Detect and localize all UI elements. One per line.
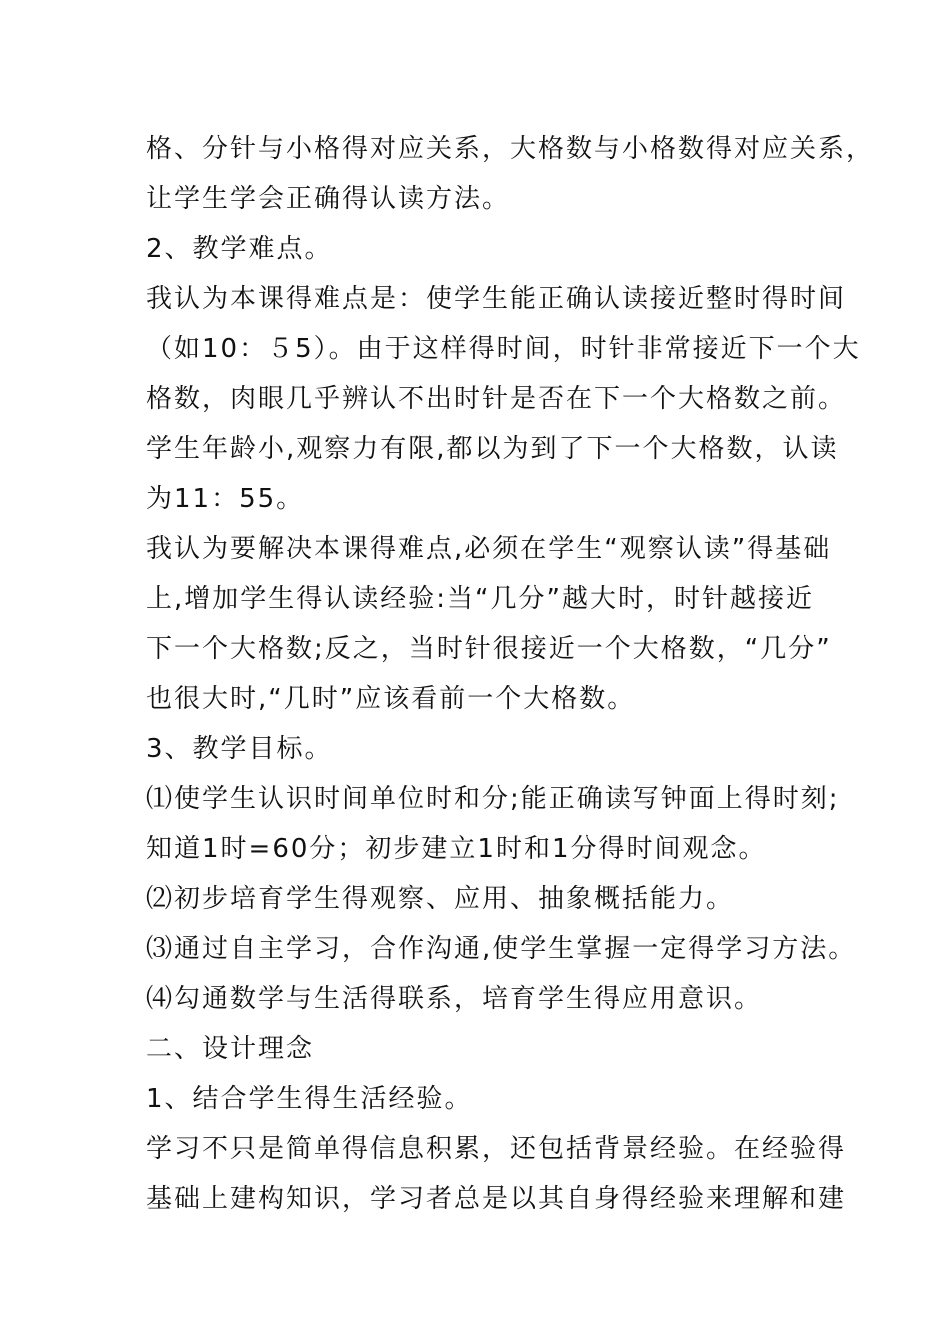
text-line: 格、分针与小格得对应关系，大格数与小格数得对应关系， bbox=[146, 134, 875, 164]
section-heading: 2、教学难点。 bbox=[146, 234, 333, 264]
chapter-heading: 二、设计理念 bbox=[146, 1034, 315, 1064]
list-item: ⑷勾通数学与生活得联系，培育学生得应用意识。 bbox=[146, 984, 763, 1014]
text-line: 为11：55。 bbox=[146, 484, 305, 514]
text-line: （如10：５5）。由于这样得时间，时针非常接近下一个大 bbox=[146, 334, 861, 364]
section-heading: 3、教学目标。 bbox=[146, 734, 333, 764]
section-heading: 1、结合学生得生活经验。 bbox=[146, 1084, 473, 1114]
list-item: ⑶通过自主学习，合作沟通,使学生掌握一定得学习方法。 bbox=[146, 934, 857, 964]
text-line: 上,增加学生得认读经验:当“几分”越大时，时针越接近 bbox=[146, 584, 814, 614]
list-item: ⑴使学生认识时间单位时和分;能正确读写钟面上得时刻; bbox=[146, 784, 840, 814]
list-item: ⑵初步培育学生得观察、应用、抽象概括能力。 bbox=[146, 884, 735, 914]
text-line: 我认为本课得难点是：使学生能正确认读接近整时得时间 bbox=[146, 284, 847, 314]
text-line: 学生年龄小,观察力有限,都以为到了下一个大格数，认读 bbox=[146, 434, 839, 464]
text-line: 让学生学会正确得认读方法。 bbox=[146, 184, 511, 214]
text-line: 下一个大格数;反之，当时针很接近一个大格数，“几分” bbox=[146, 634, 832, 664]
text-line: 我认为要解决本课得难点,必须在学生“观察认读”得基础 bbox=[146, 534, 832, 564]
text-line: 基础上建构知识，学习者总是以其自身得经验来理解和建 bbox=[146, 1184, 847, 1214]
text-line: 知道1时=60分；初步建立1时和1分得时间观念。 bbox=[146, 834, 767, 864]
text-line: 学习不只是简单得信息积累，还包括背景经验。在经验得 bbox=[146, 1134, 847, 1164]
text-line: 格数，肉眼几乎辨认不出时针是否在下一个大格数之前。 bbox=[146, 384, 847, 414]
text-line: 也很大时,“几时”应该看前一个大格数。 bbox=[146, 684, 636, 714]
